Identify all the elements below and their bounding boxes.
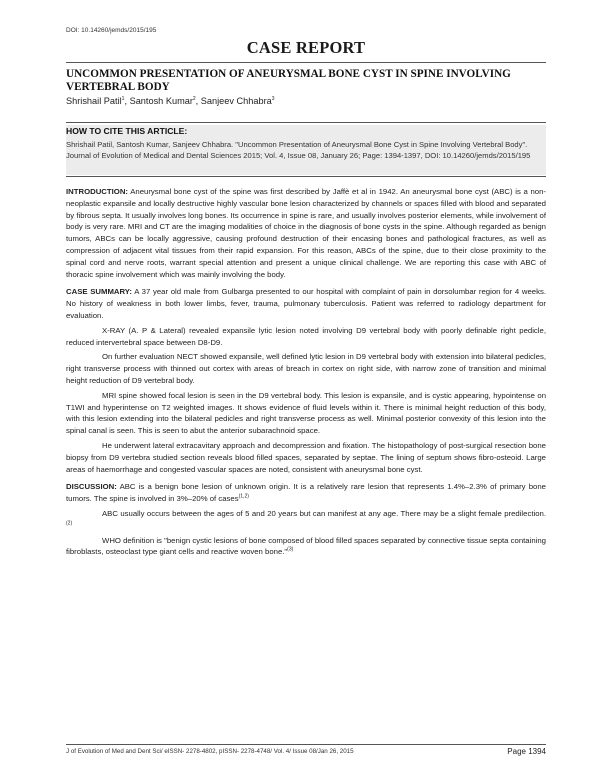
author-list: Shrishail Patil$^1$, Santosh Kumar$^2$, Sanjeev Chhabra$^3$ xyxy=(66,95,275,106)
author-name: Sanjeev Chhabra xyxy=(200,96,272,106)
case-paragraph xyxy=(66,286,546,321)
author-affil: 1 xyxy=(121,95,125,102)
intro-heading: INTRODUCTION: xyxy=(66,187,128,196)
author-name: Santosh Kumar xyxy=(129,96,193,106)
intro-paragraph xyxy=(66,186,546,280)
page-footer xyxy=(66,748,546,755)
age-text: ABC usually occurs between the ages of 5 and 20 years but can manifest at any age. There may be a slight female predilection. xyxy=(102,508,546,518)
discussion-heading: DISCUSSION: xyxy=(66,482,117,492)
mri-paragraph: MRI spine showed focal lesion is seen in the D9 vertebral body. This lesion is expansile, and is cystic appearing, hypointense on T1WI and hyperintense on T2 weighted images. It shows evidence of fluid levels within it. There is minimal height reduction of this body, with this lesion extending into the bilateral pedicles and right transverse process as well. Minimal posterior convexity of this lesion into the spinal canal is seen. This is seen to abut the anterior subarachnoid space. xyxy=(66,390,546,436)
reference-marker: (1,2) xyxy=(238,493,249,500)
who-text: WHO definition is "benign cystic lesions of bone composed of blood filled spaces separated by connective tissue septa containing fibroblasts, osteoclast type giant cells and reactive woven bone." xyxy=(66,535,546,557)
cite-top-rule xyxy=(66,122,546,123)
age-paragraph xyxy=(66,508,546,532)
article-body xyxy=(66,186,546,561)
article-page xyxy=(66,0,546,776)
author-affil: 2 xyxy=(192,95,196,102)
doi-line: DOI: 10.14260/jemds/2015/195 xyxy=(66,27,157,34)
cite-bottom-rule xyxy=(66,176,546,177)
xray-paragraph: X-RAY (A. P & Lateral) revealed expansile lytic lesion noted involving D9 vertebral body with poorly definable right pedicle, reduced intervertebral space between D8-D9. xyxy=(66,325,546,347)
header-rule xyxy=(66,62,546,63)
who-paragraph xyxy=(66,535,546,559)
author-affil: 3 xyxy=(271,95,275,102)
footer-citation: J of Evolution of Med and Dent Sci/ eISSN- 2278-4802, pISSN- 2278-4748/ Vol. 4/ Issue 08/Jan 26, 2015 xyxy=(66,748,354,755)
page-number: Page 1394 xyxy=(507,747,546,756)
citation-heading: HOW TO CITE THIS ARTICLE: xyxy=(66,126,188,136)
case-text: A 37 year old male from Gulbarga presented to our hospital with complaint of pain in dorsolumbar region for 4 weeks. No history of weakness in both lower limbs, fever, trauma, pulmonary tuberculosis. Patient was referred to radiology department for evaluation. xyxy=(66,287,546,320)
footer-rule xyxy=(66,744,546,745)
intro-text: Aneurysmal bone cyst of the spine was first described by Jaffè et al in 1942. An aneurysmal bone cyst (ABC) is a non-neoplastic expansile and locally destructive highly vascular bone lesion characterized by channels or spaces filled with blood and separated by fibrous septa. It usually involves long bones. Its occurrence in spine is rare, and usually involves posterior elements, while involvement of body is very rare. MRI and CT are the imaging modalities of choice in the diagnosis of bone cysts in the spine. Although regarded as benign tumors, ABCs can be locally aggressive, causing profound destruction of their encasing bones and pathological fractures, as well as compression of adjacent vital tissues from their rapid expansion. For this reason, ABCs of the spine, due to their close proximity to the spinal cord and nerve roots, warrant special attention and present a unique clinical challenge. We are reporting this case with ABC of thoracic spine involvement which was mainly involving the body. xyxy=(66,187,546,279)
reference-marker: (3) xyxy=(287,546,294,553)
article-title: UNCOMMON PRESENTATION OF ANEURYSMAL BONE CYST IN SPINE INVOLVING VERTEBRAL BODY xyxy=(66,68,511,93)
citation-text: Shrishail Patil, Santosh Kumar, Sanjeev Chhabra. "Uncommon Presentation of Aneurysmal Bone Cyst in Spine Involving Vertebral Body". Journal of Evolution of Medical and Dental Sciences 2015; Vol. 4, Issue 08, January 26; Page: 1394-1397, DOI: 10.14260/jemds/2015/195 xyxy=(66,140,531,161)
reference-marker: (2) xyxy=(66,520,73,527)
nect-paragraph: On further evaluation NECT showed expansile, well defined lytic lesion in D9 vertebral body with extension into bilateral pedicles, right transverse process with thinned out cortex with areas of breach in cortex on right side, with narrow zone of transition and minimal height reduction of D9 vertebral body. xyxy=(66,352,546,385)
case-heading: CASE SUMMARY: xyxy=(66,287,132,297)
discussion-text: ABC is a benign bone lesion of unknown origin. It is a relatively rare lesion that represents 1.4%–2.3% of primary bone tumors. The spine is involved in 3%–20% of cases xyxy=(66,482,546,504)
surgery-paragraph: He underwent lateral extracavitary approach and decompression and fixation. The histopathology of post-surgical resection bone biopsy from D9 vertebra studied section reveals blood filled spaces, separated by septae. The lining of septum shows fibro-osteoid. Large areas of haemorrhage and congested vascular spaces are noted, consistent with aneurysmal bone cyst. xyxy=(66,440,546,474)
section-header: CASE REPORT xyxy=(246,38,366,57)
author-name: Shrishail Patil xyxy=(66,96,122,106)
discussion-paragraph xyxy=(66,481,546,505)
